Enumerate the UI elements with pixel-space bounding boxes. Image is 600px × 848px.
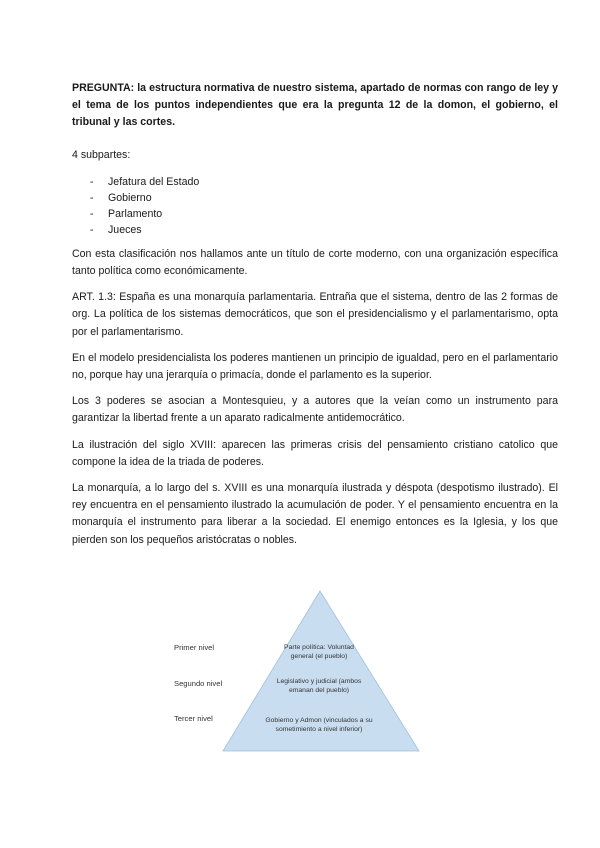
- intro-paragraph: [72, 80, 558, 132]
- bullet-dash: -: [90, 175, 94, 188]
- paragraph-art-1-3: ART. 1.3: España es una monarquía parlamentaria. Entraña que el sistema, dentro de las 2 formas de org. La política de los sistemas democráticos, que son el presidencialismo y el parlamentarismo, opta por el parlamentarismo.: [72, 291, 558, 338]
- level-label-second: Segundo nivel: [174, 679, 223, 688]
- paragraph-enlightenment: La ilustración del siglo XVIII: aparecen las primeras crisis del pensamiento cristiano catolico que compone la idea de la triada de poderes.: [72, 438, 558, 468]
- level-label-third: Tercer nivel: [174, 714, 213, 723]
- document-body: [72, 80, 558, 558]
- pyramid-text-political-will: Parte política: Voluntad general (el pueblo): [284, 644, 354, 660]
- list-item-text: Parlamento: [108, 207, 163, 220]
- list-item: [72, 174, 558, 190]
- list-item-text: Jefatura del Estado: [108, 175, 200, 188]
- power-pyramid-diagram: [160, 588, 420, 753]
- paragraph-montesquieu: Los 3 poderes se asocian a Montesquieu, y a autores que la veían como un instrumento para garantizar la libertad frente a un aparato radicalmente antidemocrático.: [72, 395, 558, 425]
- paragraph-monarchy: La monarquía, a lo largo del s. XVIII es una monarquía ilustrada y déspota (despotismo ilustrado). El rey encuentra en el pensamiento ilustrado la acumulación de poder. Y el pensamiento encuentra en la monarquía el instrumento para liberar a la sociedad. El enemigo entonces es la Iglesia, y los que pierden son los pequeños aristócratas o nobles.: [72, 482, 558, 546]
- list-item-text: Jueces: [108, 223, 142, 236]
- list-item-text: Gobierno: [108, 191, 152, 204]
- paragraph-presidential-model: En el modelo presidencialista los poderes mantienen un principio de igualdad, pero en el parlamentario no, porque hay una jerarquía o primacía, donde el parlamento es la superior.: [72, 351, 558, 382]
- paragraph-classification: Con esta clasificación nos hallamos ante un título de corte moderno, con una organización específica tanto política como económicamente.: [72, 247, 558, 278]
- subparts-heading: 4 subpartes:: [72, 148, 131, 161]
- bullet-dash: -: [90, 191, 94, 204]
- bullet-dash: -: [90, 207, 94, 220]
- pyramid-text-legislative-judicial: Legislativo y judicial (ambos emanan del pueblo): [276, 678, 362, 694]
- list-item: [72, 190, 558, 206]
- list-item: [72, 206, 558, 222]
- intro-rest: la estructura normativa de nuestro sistema, apartado de normas con rango de ley y el tema de los puntos independientes que era la pregunta 12 de la domon, el gobierno, el tribunal y las cortes.: [72, 82, 558, 129]
- bullet-dash: -: [90, 223, 94, 236]
- list-item: [72, 222, 558, 238]
- pyramid-text-government: Gobierno y Admon (vinculados a su sometimiento a nivel inferior): [265, 717, 373, 733]
- level-label-first: Primer nivel: [174, 643, 215, 652]
- intro-lead: PREGUNTA:: [72, 82, 135, 94]
- subparts-list: [72, 174, 558, 238]
